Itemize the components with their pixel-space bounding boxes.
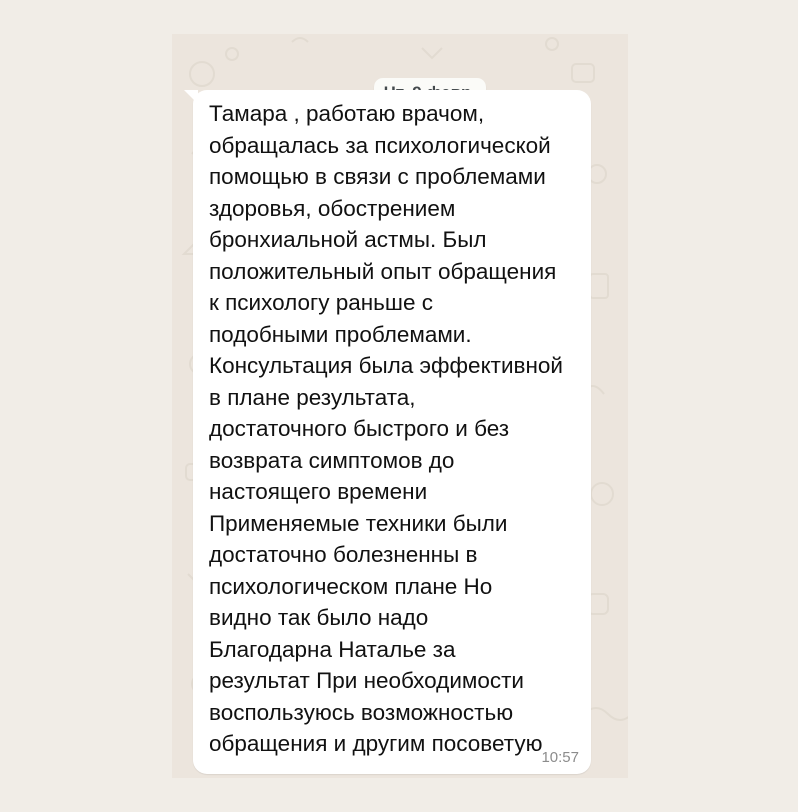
message-line: достаточно болезненны в — [209, 542, 478, 567]
message-line: психологическом плане Но — [209, 573, 493, 599]
message-line: Применяемые техники были — [209, 510, 508, 536]
message-timestamp: 10:57 — [541, 749, 579, 766]
message-line: возврата симптомов до — [209, 447, 455, 473]
message-line: в плане результата, — [209, 384, 416, 410]
bubble-tail — [184, 90, 198, 104]
message-line: обращения и другим посоветую — [209, 731, 543, 756]
message-bubble[interactable] — [193, 90, 591, 774]
message-line: здоровья, обострением — [209, 195, 456, 221]
message-line: воспользуюсь возможностью — [209, 699, 514, 725]
message-line: положительный опыт обращения — [209, 258, 557, 284]
message-line: настоящего времени — [209, 479, 428, 504]
message-line: видно так было надо — [209, 605, 429, 630]
message-line: подобными проблемами. — [209, 321, 472, 347]
message-line: помощью в связи с проблемами — [209, 164, 546, 189]
message-text — [209, 98, 589, 760]
message-line: достаточного быстрого и без — [209, 416, 510, 441]
message-line: к психологу раньше с — [209, 290, 433, 315]
message-line: бронхиальной астмы. Был — [209, 227, 487, 252]
message-line: Благодарна Наталье за — [209, 636, 456, 662]
message-line: результат При необходимости — [209, 668, 524, 693]
message-line: Тамара , работаю врачом, — [209, 101, 485, 126]
message-line: Консультация была эффективной — [209, 353, 564, 378]
message-line: обращалась за психологической — [209, 132, 551, 158]
